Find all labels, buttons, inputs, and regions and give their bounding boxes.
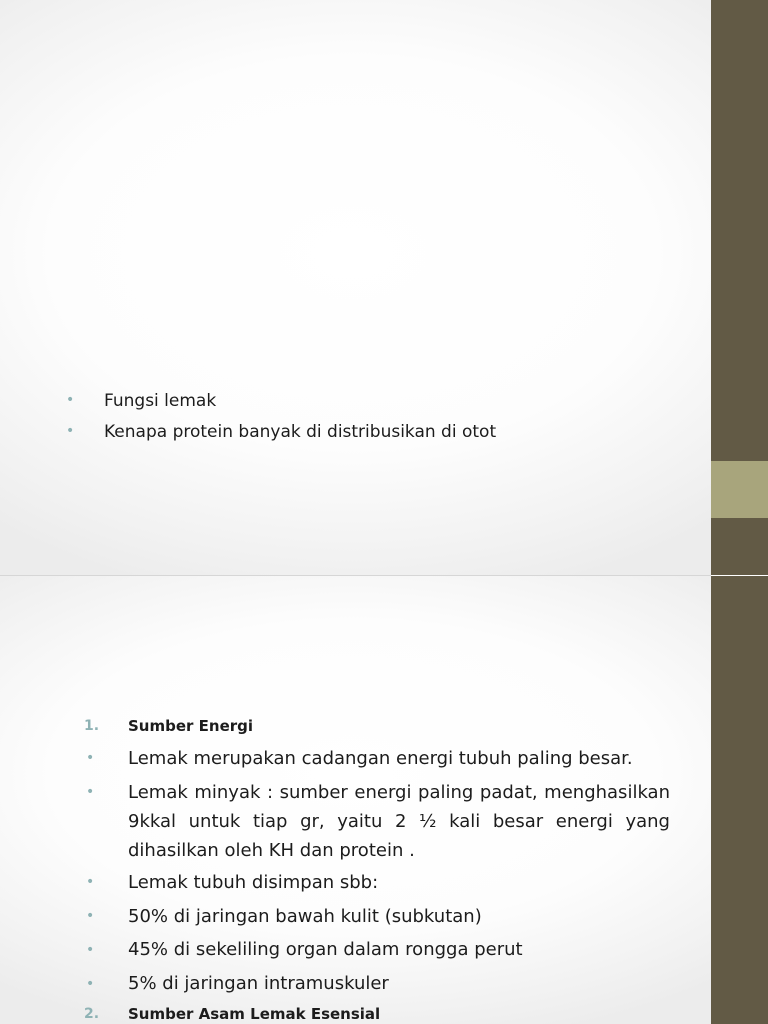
list-item-protein-otot: Kenapa protein banyak di distribusikan di otot — [104, 422, 497, 442]
list-number: 1. — [84, 718, 100, 734]
bullet-icon: • — [86, 750, 95, 766]
bullet-icon: • — [86, 908, 95, 924]
list-item: 50% di jaringan bawah kulit (subkutan) — [128, 906, 482, 927]
sidebar-dark-band — [711, 518, 768, 575]
slide-2 — [0, 576, 768, 1024]
list-item-fungsi-lemak: Fungsi lemak — [104, 391, 217, 411]
list-number: 2. — [84, 1006, 100, 1022]
bullet-icon: • — [86, 784, 95, 800]
list-item: Lemak minyak : sumber energi paling padat, menghasilkan 9kkal untuk tiap gr, yaitu 2 ½ kali besar energi yang dihasilkan oleh KH dan protein . — [128, 782, 670, 861]
section-heading-asam-lemak: Sumber Asam Lemak Esensial — [128, 1005, 381, 1023]
slide-2-sidebar — [711, 576, 768, 1024]
bullet-icon: • — [66, 423, 75, 439]
sidebar-accent-band — [711, 461, 768, 518]
bullet-icon: • — [86, 874, 95, 890]
bullet-icon: • — [86, 976, 95, 992]
list-item: 5% di jaringan intramuskuler — [128, 973, 389, 994]
sidebar-dark-band — [711, 576, 768, 1024]
bullet-icon: • — [66, 392, 75, 408]
list-item: 45% di sekeliling organ dalam rongga perut — [128, 939, 523, 960]
sidebar-dark-band — [711, 0, 768, 461]
slide-1-sidebar — [711, 0, 768, 575]
bullet-icon: • — [86, 942, 95, 958]
section-heading-sumber-energi: Sumber Energi — [128, 717, 254, 735]
list-item: Lemak tubuh disimpan sbb: — [128, 872, 379, 893]
list-item: Lemak merupakan cadangan energi tubuh paling besar. — [128, 748, 633, 769]
